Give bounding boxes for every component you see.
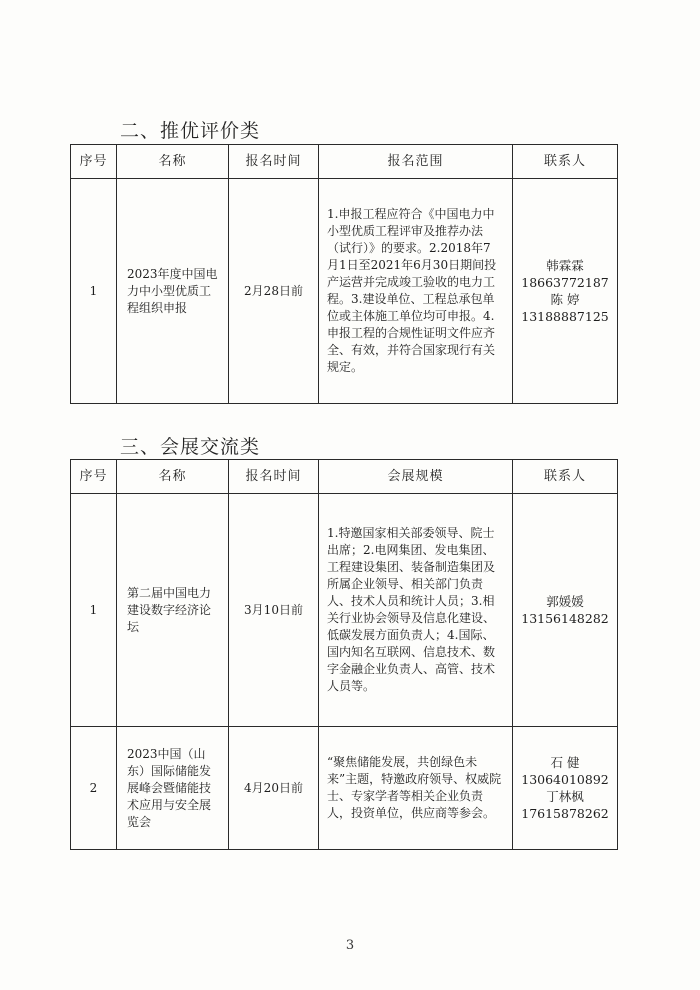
header-time: 报名时间 [229,145,319,179]
contact-name: 陈 婷 [550,292,580,307]
contact-phone: 13156148282 [521,611,609,626]
header-contact: 联系人 [513,460,618,494]
header-no: 序号 [71,460,117,494]
table-header-row [71,460,618,494]
row-contact [513,727,618,850]
contact-phone: 18663772187 [521,275,609,290]
exhibition-table [70,459,618,850]
contact-phone: 13064010892 [521,772,609,787]
table-row [71,727,618,850]
row-name: 2023年度中国电力中小型优质工程组织申报 [117,179,229,404]
header-name: 名称 [117,145,229,179]
contact-phone: 13188887125 [521,309,609,324]
row-scale: 1.特邀国家相关部委领导、院士出席；2.电网集团、发电集团、工程建设集团、装备制造集团及所属企业领导、相关部门负责人、技术人员和统计人员；3.相关行业协会领导及信息化建设、低碳发展方面负责人；4.国际、国内知名互联网、信息技术、数字金融企业负责人、高管、技术人员等。 [319,494,513,727]
row-no: 1 [71,179,117,404]
row-contact [513,494,618,727]
table-row [71,494,618,727]
recommendation-table [70,144,618,404]
contact-name: 石 健 [550,755,580,770]
row-name: 第二届中国电力建设数字经济论坛 [117,494,229,727]
row-name: 2023中国（山东）国际储能发展峰会暨储能技术应用与安全展览会 [117,727,229,850]
table-row [71,179,618,404]
contact-name: 韩霖霖 [546,258,584,273]
table-header-row [71,145,618,179]
section-title-recommendation: 二、推优评价类 [120,120,261,142]
row-scope: 1.申报工程应符合《中国电力中小型优质工程评审及推荐办法（试行）》的要求。2.2018年7月1日至2021年6月30日期间投产运营并完成竣工验收的电力工程。3.建设单位、工程总承包单位或主体施工单位均可申报。4.申报工程的合规性证明文件应齐全、有效，并符合国家现行有关规定。 [319,179,513,404]
header-scope: 报名范围 [319,145,513,179]
section-title-exhibition: 三、会展交流类 [120,436,261,458]
row-time: 4月20日前 [229,727,319,850]
row-scale: “聚焦储能发展，共创绿色未来”主题，特邀政府领导、权威院士、专家学者等相关企业负责人，投资单位，供应商等参会。 [319,727,513,850]
header-time: 报名时间 [229,460,319,494]
row-time: 3月10日前 [229,494,319,727]
header-name: 名称 [117,460,229,494]
row-contact [513,179,618,404]
contact-name: 郭媛媛 [546,594,584,609]
row-no: 2 [71,727,117,850]
row-no: 1 [71,494,117,727]
contact-phone: 17615878262 [521,806,609,821]
header-scale: 会展规模 [319,460,513,494]
header-contact: 联系人 [513,145,618,179]
page-number: 3 [345,938,355,953]
contact-name: 丁林枫 [546,789,584,804]
header-no: 序号 [71,145,117,179]
row-time: 2月28日前 [229,179,319,404]
